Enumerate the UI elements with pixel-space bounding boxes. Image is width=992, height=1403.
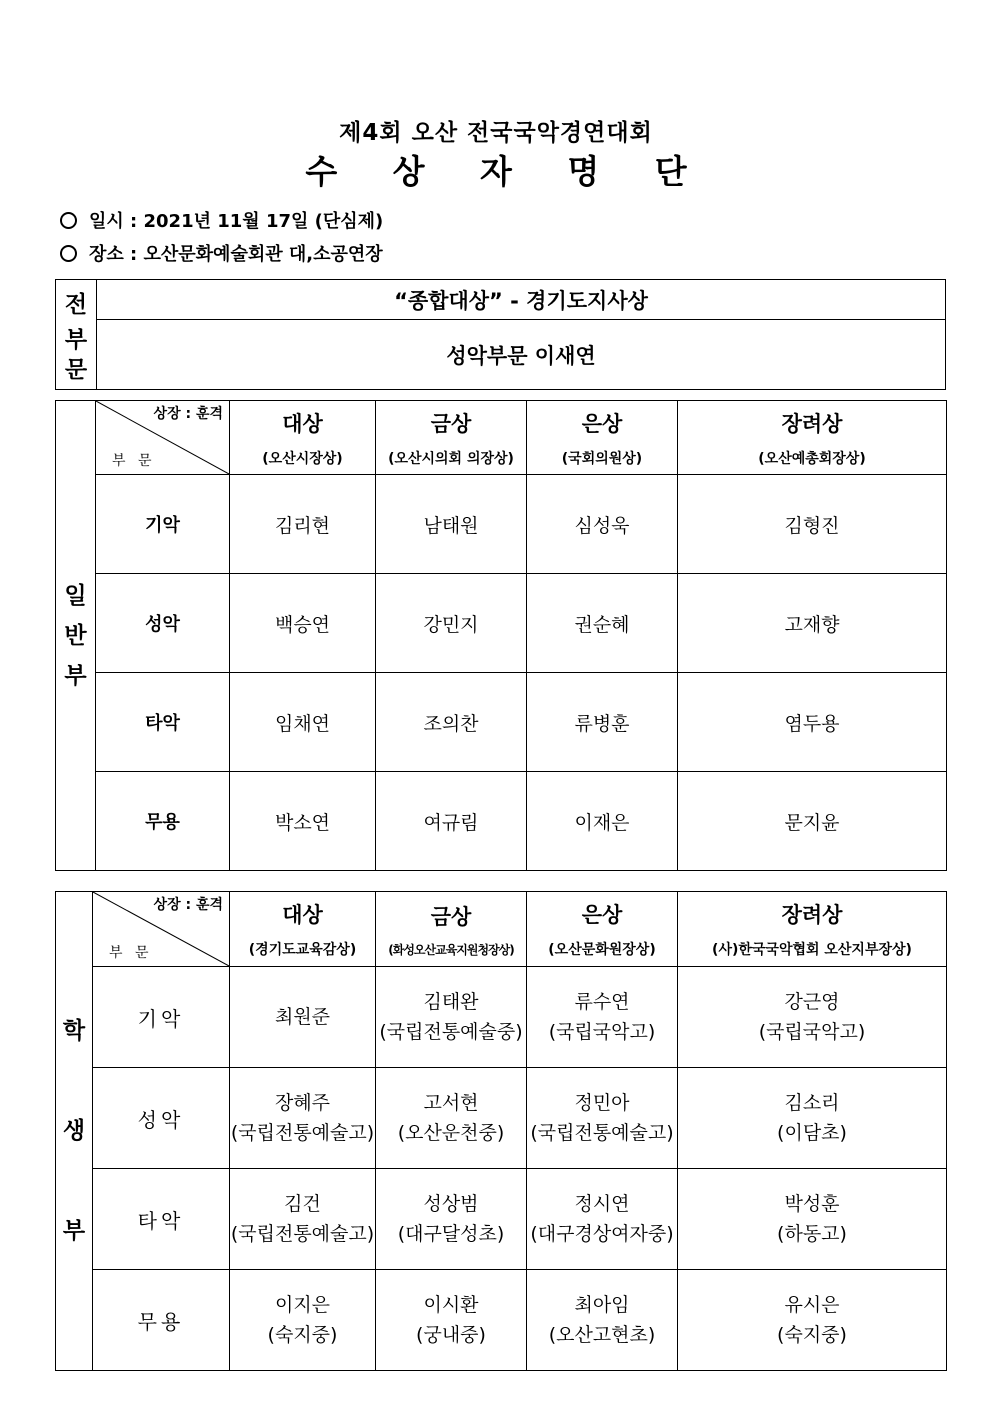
winner-entry: 강근영 (국립국악고) (678, 967, 947, 1068)
overall-award-table (55, 279, 946, 390)
category-label: 무용 (96, 772, 230, 871)
winner-name: 박소연 (230, 772, 376, 871)
general-col-header: 금상 (오산시의회 의장상) (376, 401, 527, 475)
category-label: 타악 (96, 673, 230, 772)
student-col-header: 금상 (화성오산교육지원청장상) (376, 892, 527, 967)
overall-side-label: 전 부 문 (56, 280, 97, 390)
table-row (56, 1169, 947, 1270)
winner-entry: 김태완 (국립전통예술중) (376, 967, 527, 1068)
winner-entry: 정민아 (국립전통예술고) (527, 1068, 678, 1169)
winner-entry: 박성훈 (하동고) (678, 1169, 947, 1270)
category-label: 타악 (93, 1169, 230, 1270)
winner-entry: 김건 (국립전통예술고) (230, 1169, 376, 1270)
student-col-header: 장려상 (사)한국국악협회 오산지부장상) (678, 892, 947, 967)
table-row (56, 673, 947, 772)
winner-name: 남태원 (376, 475, 527, 574)
student-division-table (55, 891, 947, 1371)
general-col-header: 은상 (국회의원상) (527, 401, 678, 475)
category-label: 성악 (93, 1068, 230, 1169)
student-col-header: 은상 (오산문화원장상) (527, 892, 678, 967)
winner-name: 강민지 (376, 574, 527, 673)
category-label: 무용 (93, 1270, 230, 1371)
circle-bullet-icon (60, 212, 77, 229)
document-title: 제4회 오산 전국국악경연대회 (339, 120, 653, 146)
winner-entry: 유시은 (숙지중) (678, 1270, 947, 1371)
winner-entry: 이시환 (궁내중) (376, 1270, 527, 1371)
winner-name: 심성욱 (527, 475, 678, 574)
winner-entry: 김소리 (이담초) (678, 1068, 947, 1169)
winner-entry: 이지은 (숙지중) (230, 1270, 376, 1371)
table-row (56, 772, 947, 871)
winner-entry: 정시연 (대구경상여자중) (527, 1169, 678, 1270)
winner-name: 권순혜 (527, 574, 678, 673)
event-date: 일시 : 2021년 11월 17일 (단심제) (60, 207, 383, 233)
winner-name: 문지윤 (678, 772, 947, 871)
winner-name: 염두용 (678, 673, 947, 772)
general-col-header: 대상 (오산시장상) (230, 401, 376, 475)
general-col-header: 장려상 (오산예총회장상) (678, 401, 947, 475)
winner-name: 고재향 (678, 574, 947, 673)
table-row (56, 1068, 947, 1169)
winner-entry: 최원준 (230, 967, 376, 1068)
winner-name: 임채연 (230, 673, 376, 772)
student-side-label: 학 생 부 (56, 892, 93, 1371)
winner-entry: 성상범 (대구달성초) (376, 1169, 527, 1270)
winner-name: 류병훈 (527, 673, 678, 772)
winner-name: 여규림 (376, 772, 527, 871)
overall-award-title: “종합대상” - 경기도지사상 (97, 280, 946, 320)
winner-entry: 최아임 (오산고현초) (527, 1270, 678, 1371)
table-row (56, 1270, 947, 1371)
table-row (56, 475, 947, 574)
student-col-header: 대상 (경기도교육감상) (230, 892, 376, 967)
winner-entry: 류수연 (국립국악고) (527, 967, 678, 1068)
winner-entry: 고서현 (오산운천중) (376, 1068, 527, 1169)
general-corner-header: 상장 : 훈격 부 문 (96, 401, 230, 475)
event-venue: 장소 : 오산문화예술회관 대,소공연장 (60, 240, 383, 266)
winner-name: 조의찬 (376, 673, 527, 772)
winner-name: 백승연 (230, 574, 376, 673)
circle-bullet-icon (60, 245, 77, 262)
student-corner-header: 상장 : 훈격 부 문 (93, 892, 230, 967)
table-row (56, 574, 947, 673)
overall-winner: 성악부문 이새연 (97, 320, 946, 390)
category-label: 성악 (96, 574, 230, 673)
winner-name: 김리현 (230, 475, 376, 574)
table-row (56, 967, 947, 1068)
winner-entry: 장혜주 (국립전통예술고) (230, 1068, 376, 1169)
general-division-table (55, 400, 947, 871)
winner-name: 김형진 (678, 475, 947, 574)
document-subtitle: 수 상 자 명 단 (305, 152, 709, 191)
winner-name: 이재은 (527, 772, 678, 871)
category-label: 기악 (96, 475, 230, 574)
general-side-label: 일 반 부 (56, 401, 96, 871)
category-label: 기악 (93, 967, 230, 1068)
